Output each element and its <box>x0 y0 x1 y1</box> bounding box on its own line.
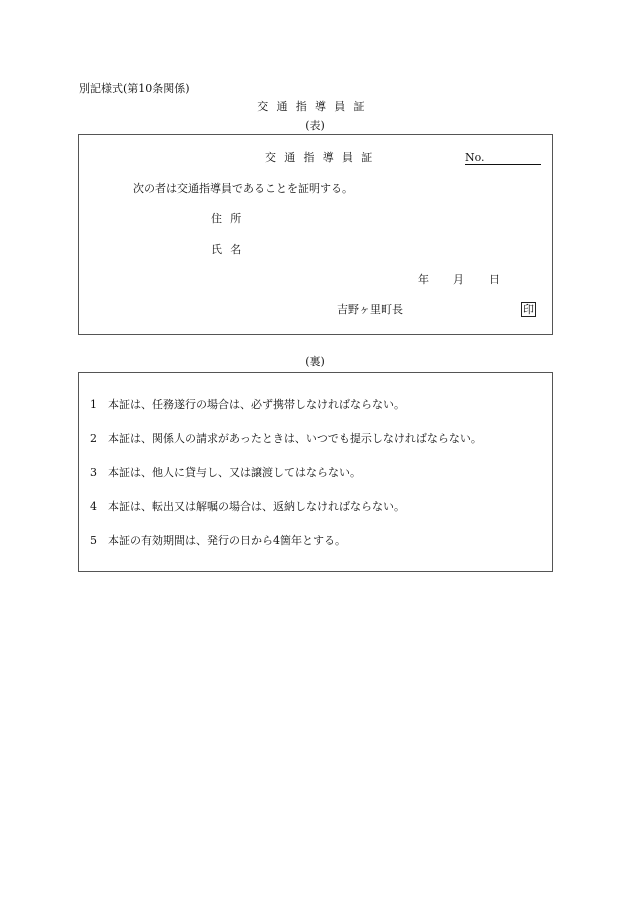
rule-number: 5 <box>90 534 97 547</box>
date-year-label: 年 <box>418 273 429 286</box>
rule-number: 1 <box>90 398 97 411</box>
document-title: 交通指導員証 <box>257 100 373 113</box>
rule-text: 本証は、他人に貸与し、又は譲渡してはならない。 <box>108 466 361 479</box>
rule-text: 本証は、関係人の請求があったときは、いつでも提示しなければならない。 <box>108 432 482 445</box>
card-title: 交通指導員証 <box>265 151 381 164</box>
rule-item <box>90 500 405 514</box>
rule-number: 4 <box>90 500 97 513</box>
issuer-title: 吉野ヶ里町長 <box>337 303 403 316</box>
rule-number: 2 <box>90 432 97 445</box>
front-side-label: (表) <box>305 119 325 132</box>
rule-item <box>90 432 482 446</box>
rule-text: 本証の有効期間は、発行の日から4箇年とする。 <box>108 534 346 547</box>
rule-text: 本証は、任務遂行の場合は、必ず携帯しなければならない。 <box>108 398 405 411</box>
seal-mark: 印 <box>523 303 534 316</box>
name-label: 氏名 <box>211 243 250 256</box>
rule-item <box>90 466 361 480</box>
rule-item <box>90 534 346 548</box>
number-field: No. <box>465 151 541 165</box>
rule-number: 3 <box>90 466 97 479</box>
certification-statement: 次の者は交通指導員であることを証明する。 <box>133 182 353 195</box>
rule-text: 本証は、転出又は解嘱の場合は、返納しなければならない。 <box>108 500 405 513</box>
date-month-label: 月 <box>453 273 464 286</box>
address-label: 住所 <box>211 212 250 225</box>
back-side-label: (裏) <box>305 355 325 368</box>
form-label: 別記様式(第10条関係) <box>79 82 190 95</box>
date-day-label: 日 <box>489 273 500 286</box>
rule-item <box>90 398 405 412</box>
